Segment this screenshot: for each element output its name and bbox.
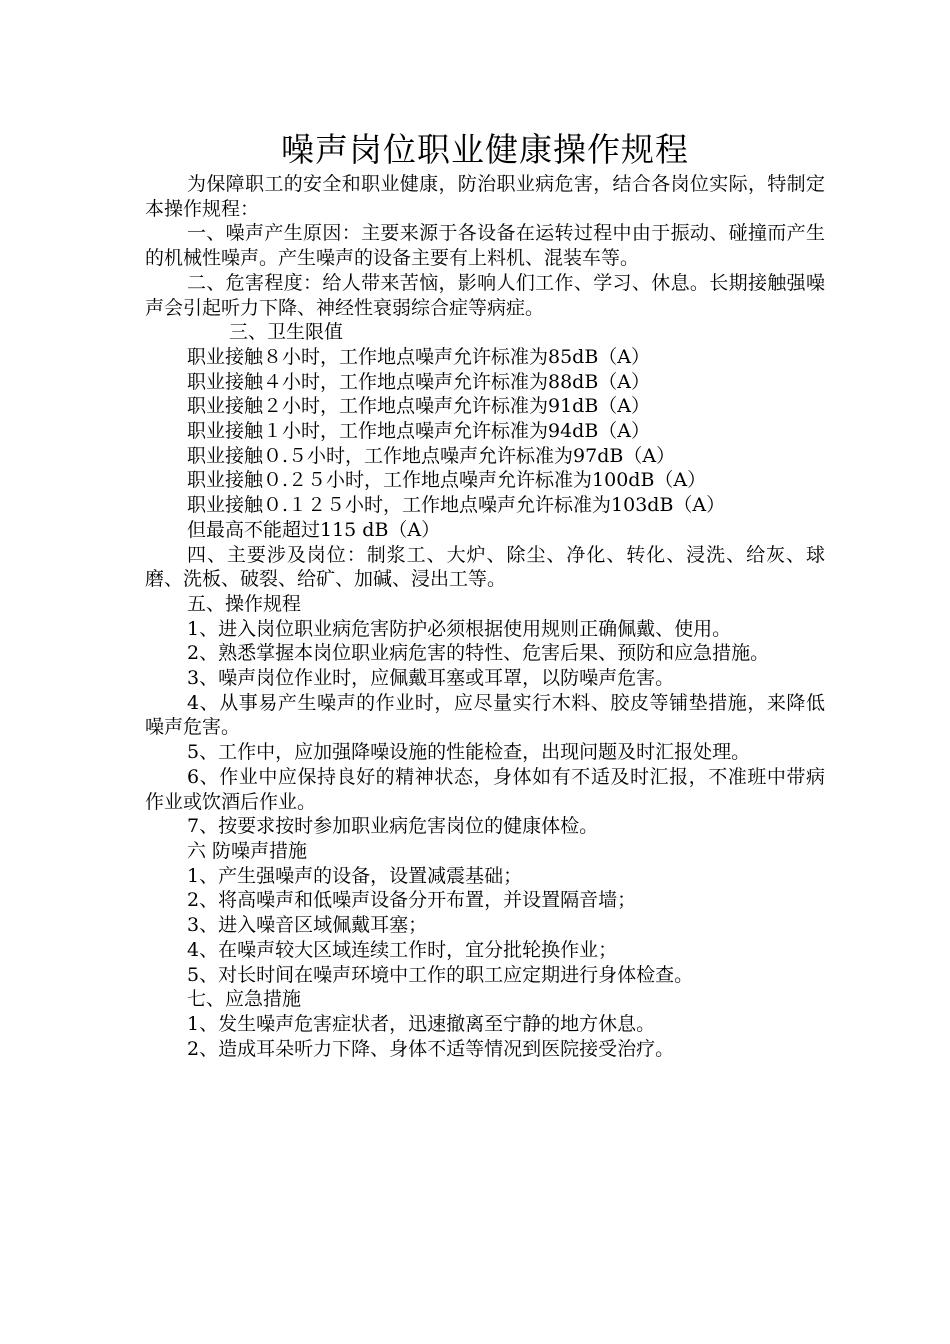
- section-3-heading: 三、卫生限值: [229, 321, 344, 344]
- procedure-item: 4、从事易产生噪声的作业时，应尽量实行木料、胶皮等铺垫措施，来降低噪声危害。: [145, 691, 825, 739]
- limit-line: 职业接触０.２５小时，工作地点噪声允许标准为100dB（A）: [187, 469, 707, 492]
- measure-item: 1、产生强噪声的设备，设置减震基础；: [187, 864, 523, 887]
- limit-max-line: 但最高不能超过115 dB（A）: [187, 518, 441, 541]
- section-5-heading: 五、操作规程: [187, 592, 302, 615]
- procedure-item: 2、熟悉掌握本岗位职业病危害的特性、危害后果、预防和应急措施。: [187, 642, 770, 665]
- limit-line: 职业接触１小时，工作地点噪声允许标准为94dB（A）: [187, 420, 651, 443]
- limit-line: 职业接触４小时，工作地点噪声允许标准为88dB（A）: [187, 370, 651, 393]
- measure-item: 2、将高噪声和低噪声设备分开布置，并设置隔音墙；: [187, 889, 637, 912]
- procedure-item: 1、进入岗位职业病危害防护必须根据使用规则正确佩戴、使用。: [187, 617, 732, 640]
- limit-line: 职业接触２小时，工作地点噪声允许标准为91dB（A）: [187, 395, 651, 418]
- emergency-item: 2、造成耳朵听力下降、身体不适等情况到医院接受治疗。: [187, 1037, 675, 1060]
- document-page: [145, 128, 825, 1061]
- document-title: 噪声岗位职业健康操作规程: [281, 130, 689, 169]
- measure-item: 3、进入噪音区域佩戴耳塞；: [187, 914, 428, 937]
- limit-line: 职业接触０.１２５小时，工作地点噪声允许标准为103dB（A）: [187, 494, 726, 517]
- section-1-noise-source: 一、噪声产生原因：主要来源于各设备在运转过程中由于振动、碰撞而产生的机械性噪声。产生噪声的设备主要有上料机、混装车等。: [145, 222, 825, 270]
- measure-item: 4、在噪声较大区域连续工作时，宜分批轮换作业；: [187, 938, 618, 961]
- measure-item: 5、对长时间在噪声环境中工作的职工应定期进行身体检查。: [187, 963, 694, 986]
- section-7-heading: 七、应急措施: [187, 988, 302, 1011]
- section-2-hazard-level: 二、危害程度：给人带来苦恼，影响人们工作、学习、休息。长期接触强噪声会引起听力下降、神经性衰弱综合症等病症。: [145, 271, 825, 319]
- intro-paragraph: 为保障职工的安全和职业健康，防治职业病危害，结合各岗位实际，特制定本操作规程：: [145, 173, 825, 220]
- section-4-positions: 四、主要涉及岗位：制浆工、大炉、除尘、净化、转化、浸洗、给灰、球磨、洗板、破裂、给矿、加碱、浸出工等。: [145, 543, 825, 591]
- procedure-item: 7、按要求按时参加职业病危害岗位的健康体检。: [187, 815, 599, 838]
- section-6-heading: 六 防噪声措施: [187, 839, 308, 862]
- procedure-item: 6、作业中应保持良好的精神状态，身体如有不适及时汇报，不准班中带病作业或饮酒后作业。: [145, 765, 825, 813]
- limit-line: 职业接触０.５小时，工作地点噪声允许标准为97dB（A）: [187, 444, 676, 467]
- procedure-item: 5、工作中，应加强降噪设施的性能检查，出现问题及时汇报处理。: [187, 741, 751, 764]
- procedure-item: 3、噪声岗位作业时，应佩戴耳塞或耳罩，以防噪声危害。: [187, 667, 675, 690]
- emergency-item: 1、发生噪声危害症状者，迅速撤离至宁静的地方休息。: [187, 1012, 656, 1035]
- limit-line: 职业接触８小时，工作地点噪声允许标准为85dB（A）: [187, 345, 651, 368]
